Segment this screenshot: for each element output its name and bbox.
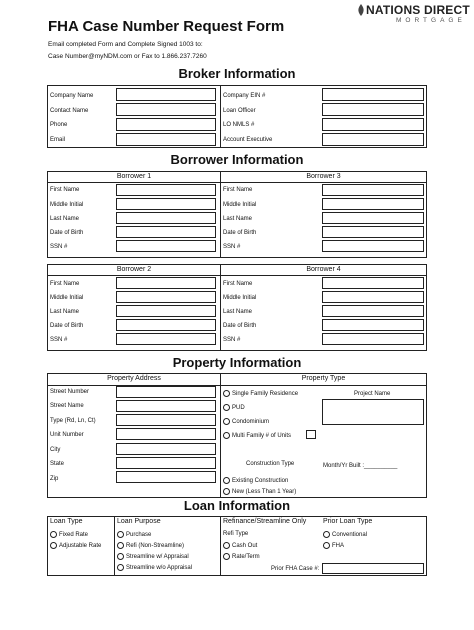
- fha-radio[interactable]: [323, 542, 330, 549]
- b4-middle-initial-label: Middle Initial: [223, 295, 257, 301]
- b3-dob-input[interactable]: [322, 226, 424, 238]
- company-name-input[interactable]: [116, 88, 216, 101]
- street-type-label: Type (Rd, Ln, Ct): [50, 418, 96, 424]
- street-name-input[interactable]: [116, 400, 216, 412]
- purchase-label: Purchase: [126, 532, 152, 538]
- b2-ssn-label: SSN #: [50, 337, 68, 343]
- loan-officer-label: Loan Officer: [223, 108, 256, 114]
- adjustable-rate-radio[interactable]: [50, 542, 57, 549]
- street-number-input[interactable]: [116, 386, 216, 398]
- prior-fha-case-label: Prior FHA Case #:: [271, 566, 320, 572]
- b3-last-name-input[interactable]: [322, 212, 424, 224]
- phone-label: Phone: [50, 122, 68, 128]
- email-label: Email: [50, 137, 66, 143]
- phone-input[interactable]: [116, 118, 216, 131]
- form-title: FHA Case Number Request Form: [48, 18, 285, 35]
- property-divider: [220, 374, 221, 497]
- prior-loan-type-header: Prior Loan Type: [323, 518, 373, 525]
- instructions-line-2: Case Number@myNDM.com or Fax to 1.866.237.7260: [48, 53, 207, 60]
- account-executive-label: Account Executive: [223, 137, 273, 143]
- account-executive-input[interactable]: [322, 133, 424, 146]
- refi-streamline-header: Refinance/Streamline Only: [223, 518, 307, 525]
- logo-tagline: MORTGAGE: [396, 17, 466, 24]
- property-header-rule: [48, 385, 426, 386]
- unit-number-label: Unit Number: [50, 432, 84, 438]
- b2-ssn-input[interactable]: [116, 333, 216, 345]
- condominium-radio[interactable]: [223, 418, 230, 425]
- existing-construction-radio[interactable]: [223, 477, 230, 484]
- loan-officer-input[interactable]: [322, 103, 424, 116]
- loan-type-header: Loan Type: [50, 518, 83, 525]
- b1-middle-initial-input[interactable]: [116, 198, 216, 210]
- property-section-title: Property Information: [172, 355, 302, 370]
- conventional-radio[interactable]: [323, 531, 330, 538]
- rate-term-radio[interactable]: [223, 553, 230, 560]
- b1-first-name-input[interactable]: [116, 184, 216, 196]
- cash-out-label: Cash Out: [232, 543, 258, 549]
- street-type-input[interactable]: [116, 414, 216, 426]
- company-ein-label: Company EIN #: [223, 93, 266, 99]
- b1-middle-initial-label: Middle Initial: [50, 202, 84, 208]
- flame-icon: [356, 4, 366, 16]
- project-name-label: Project Name: [354, 391, 391, 397]
- loan-section-title: Loan Information: [183, 498, 291, 513]
- b3-first-name-input[interactable]: [322, 184, 424, 196]
- company-name-label: Company Name: [50, 93, 94, 99]
- b3-ssn-label: SSN #: [223, 244, 241, 250]
- b4-last-name-label: Last Name: [223, 309, 253, 315]
- unit-number-input[interactable]: [116, 428, 216, 440]
- broker-divider: [220, 86, 221, 147]
- borrower-4-header: Borrower 4: [306, 266, 341, 273]
- units-count-input[interactable]: [306, 430, 316, 439]
- b1-ssn-input[interactable]: [116, 240, 216, 252]
- streamline-with-appraisal-radio[interactable]: [117, 553, 124, 560]
- b4-last-name-input[interactable]: [322, 305, 424, 317]
- pud-radio[interactable]: [223, 404, 230, 411]
- street-name-label: Street Name: [50, 403, 84, 409]
- b2-first-name-label: First Name: [50, 281, 80, 287]
- new-construction-label: New (Less Than 1 Year): [232, 489, 297, 495]
- email-input[interactable]: [116, 133, 216, 146]
- contact-name-label: Contact Name: [50, 108, 89, 114]
- b4-first-name-input[interactable]: [322, 277, 424, 289]
- b1-first-name-label: First Name: [50, 187, 80, 193]
- city-input[interactable]: [116, 443, 216, 455]
- condominium-label: Condominium: [232, 419, 270, 425]
- lo-nmls-input[interactable]: [322, 118, 424, 131]
- b2-last-name-label: Last Name: [50, 309, 80, 315]
- state-label: State: [50, 461, 65, 467]
- purchase-radio[interactable]: [117, 531, 124, 538]
- b2-first-name-input[interactable]: [116, 277, 216, 289]
- streamline-with-appraisal-label: Streamline w/ Appraisal: [126, 554, 189, 560]
- loan-divider-2: [220, 517, 221, 575]
- cash-out-radio[interactable]: [223, 542, 230, 549]
- streamline-without-appraisal-radio[interactable]: [117, 564, 124, 571]
- borrower-header-rule-top: [48, 182, 426, 183]
- company-logo: [356, 2, 474, 26]
- b4-middle-initial-input[interactable]: [322, 291, 424, 303]
- property-type-header: Property Type: [301, 375, 346, 382]
- b1-last-name-input[interactable]: [116, 212, 216, 224]
- zip-label: Zip: [50, 476, 59, 482]
- zip-input[interactable]: [116, 471, 216, 483]
- contact-name-input[interactable]: [116, 103, 216, 116]
- fixed-rate-radio[interactable]: [50, 531, 57, 538]
- existing-construction-label: Existing Construction: [232, 478, 289, 484]
- borrower-divider-bottom: [220, 265, 221, 350]
- prior-fha-case-input[interactable]: [322, 563, 424, 574]
- fixed-rate-label: Fixed Rate: [59, 532, 89, 538]
- broker-section-title: Broker Information: [178, 66, 296, 81]
- construction-type-label: Construction Type: [246, 461, 295, 467]
- loan-purpose-header: Loan Purpose: [117, 518, 161, 525]
- borrower-2-header: Borrower 2: [116, 266, 152, 273]
- b2-last-name-input[interactable]: [116, 305, 216, 317]
- company-ein-input[interactable]: [322, 88, 424, 101]
- month-yr-built-field[interactable]: Month/Yr Built :__________: [323, 463, 398, 469]
- borrower-header-rule-bottom: [48, 275, 426, 276]
- refi-non-streamline-label: Refi (Non-Streamline): [126, 543, 185, 549]
- lo-nmls-label: LO NMLS #: [223, 122, 255, 128]
- rate-term-label: Rate/Term: [232, 554, 260, 560]
- b3-ssn-input[interactable]: [322, 240, 424, 252]
- borrower-3-header: Borrower 3: [306, 173, 341, 180]
- conventional-label: Conventional: [332, 532, 368, 538]
- b4-dob-label: Date of Birth: [223, 323, 257, 329]
- b3-last-name-label: Last Name: [223, 216, 253, 222]
- single-family-label: Single Family Residence: [232, 391, 299, 397]
- b4-ssn-input[interactable]: [322, 333, 424, 345]
- b1-dob-input[interactable]: [116, 226, 216, 238]
- state-input[interactable]: [116, 457, 216, 469]
- b4-ssn-label: SSN #: [223, 337, 241, 343]
- b3-middle-initial-label: Middle Initial: [223, 202, 257, 208]
- project-name-input[interactable]: [322, 399, 424, 425]
- property-address-header: Property Address: [107, 375, 161, 382]
- b2-dob-label: Date of Birth: [50, 323, 84, 329]
- borrower-section-title: Borrower Information: [170, 152, 304, 167]
- instructions-line-1: Email completed Form and Complete Signed 1003 to:: [48, 41, 203, 48]
- borrower-divider-top: [220, 172, 221, 257]
- b4-first-name-label: First Name: [223, 281, 253, 287]
- logo-brand: NATIONS DIRECT: [366, 3, 470, 17]
- streamline-without-appraisal-label: Streamline w/o Appraisal: [126, 565, 193, 571]
- street-number-label: Street Number: [50, 389, 90, 395]
- single-family-radio[interactable]: [223, 390, 230, 397]
- b4-dob-input[interactable]: [322, 319, 424, 331]
- new-construction-radio[interactable]: [223, 488, 230, 495]
- b3-middle-initial-input[interactable]: [322, 198, 424, 210]
- b2-dob-input[interactable]: [116, 319, 216, 331]
- refi-non-streamline-radio[interactable]: [117, 542, 124, 549]
- fha-label: FHA: [332, 543, 344, 549]
- pud-label: PUD: [232, 405, 245, 411]
- city-label: City: [50, 447, 61, 453]
- b1-ssn-label: SSN #: [50, 244, 68, 250]
- refi-type-label: Refi Type: [223, 531, 249, 537]
- b1-dob-label: Date of Birth: [50, 230, 84, 236]
- borrower-1-header: Borrower 1: [116, 173, 152, 180]
- multi-family-radio[interactable]: [223, 432, 230, 439]
- b3-first-name-label: First Name: [223, 187, 253, 193]
- multi-family-label: Multi Family # of Units: [232, 433, 292, 439]
- loan-divider-1: [114, 517, 115, 575]
- b3-dob-label: Date of Birth: [223, 230, 257, 236]
- b1-last-name-label: Last Name: [50, 216, 80, 222]
- b2-middle-initial-input[interactable]: [116, 291, 216, 303]
- adjustable-rate-label: Adjustable Rate: [59, 543, 102, 549]
- b2-middle-initial-label: Middle Initial: [50, 295, 84, 301]
